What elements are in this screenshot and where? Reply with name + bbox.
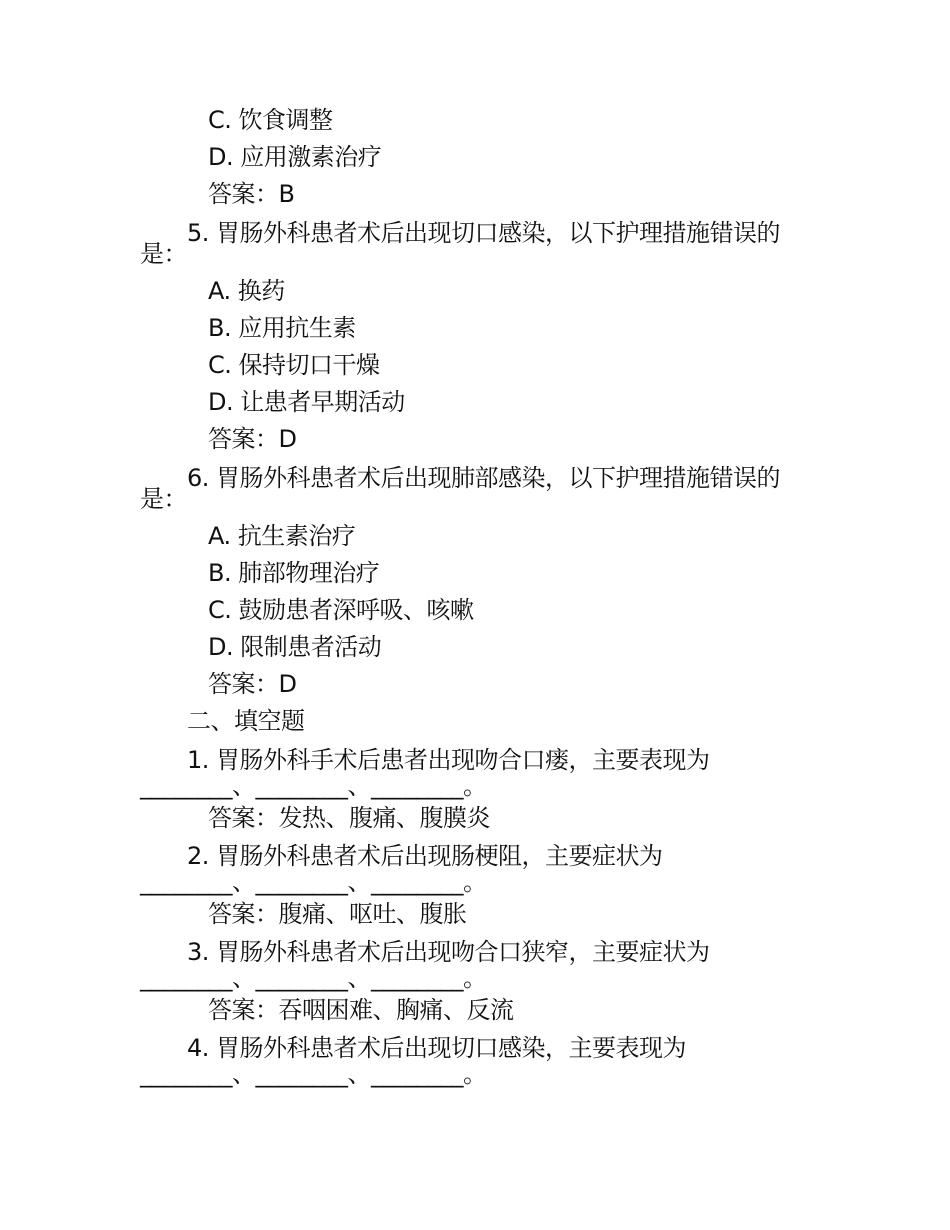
q6-option-b: B. 肺部物理治疗 (208, 559, 380, 587)
f2-blanks: ________、________、________。 (140, 868, 487, 896)
q6-stem-line1: 6. 胃肠外科患者术后出现肺部感染，以下护理措施错误的 (187, 464, 781, 492)
q6-option-a: A. 抗生素治疗 (208, 522, 356, 550)
f2-answer: 答案：腹痛、呕吐、腹胀 (208, 900, 467, 928)
f3-blanks: ________、________、________。 (140, 964, 487, 992)
f4-blanks: ________、________、________。 (140, 1060, 487, 1088)
f1-blanks: ________、________、________。 (140, 772, 487, 800)
section-heading-fill-in: 二、填空题 (187, 707, 305, 735)
q4-option-d: D. 应用激素治疗 (208, 143, 382, 171)
q6-option-c: C. 鼓励患者深呼吸、咳嗽 (208, 596, 474, 624)
q6-answer: 答案：D (208, 670, 297, 698)
f3-stem: 3. 胃肠外科患者术后出现吻合口狭窄，主要症状为 (187, 938, 710, 966)
q4-option-c: C. 饮食调整 (208, 106, 333, 134)
q6-stem-line2: 是： (140, 485, 187, 513)
f3-answer: 答案：吞咽困难、胸痛、反流 (208, 996, 514, 1024)
f4-stem: 4. 胃肠外科患者术后出现切口感染，主要表现为 (187, 1034, 687, 1062)
q5-stem-line1: 5. 胃肠外科患者术后出现切口感染，以下护理措施错误的 (187, 219, 781, 247)
q5-stem-line2: 是： (140, 240, 187, 268)
f1-answer: 答案：发热、腹痛、腹膜炎 (208, 804, 490, 832)
q5-option-a: A. 换药 (208, 277, 285, 305)
q4-answer: 答案：B (208, 180, 295, 208)
q5-option-d: D. 让患者早期活动 (208, 388, 405, 416)
q5-option-b: B. 应用抗生素 (208, 314, 356, 342)
q5-answer: 答案：D (208, 425, 297, 453)
q6-option-d: D. 限制患者活动 (208, 633, 382, 661)
q5-option-c: C. 保持切口干燥 (208, 351, 380, 379)
f1-stem: 1. 胃肠外科手术后患者出现吻合口瘘，主要表现为 (187, 746, 710, 774)
f2-stem: 2. 胃肠外科患者术后出现肠梗阻，主要症状为 (187, 842, 663, 870)
